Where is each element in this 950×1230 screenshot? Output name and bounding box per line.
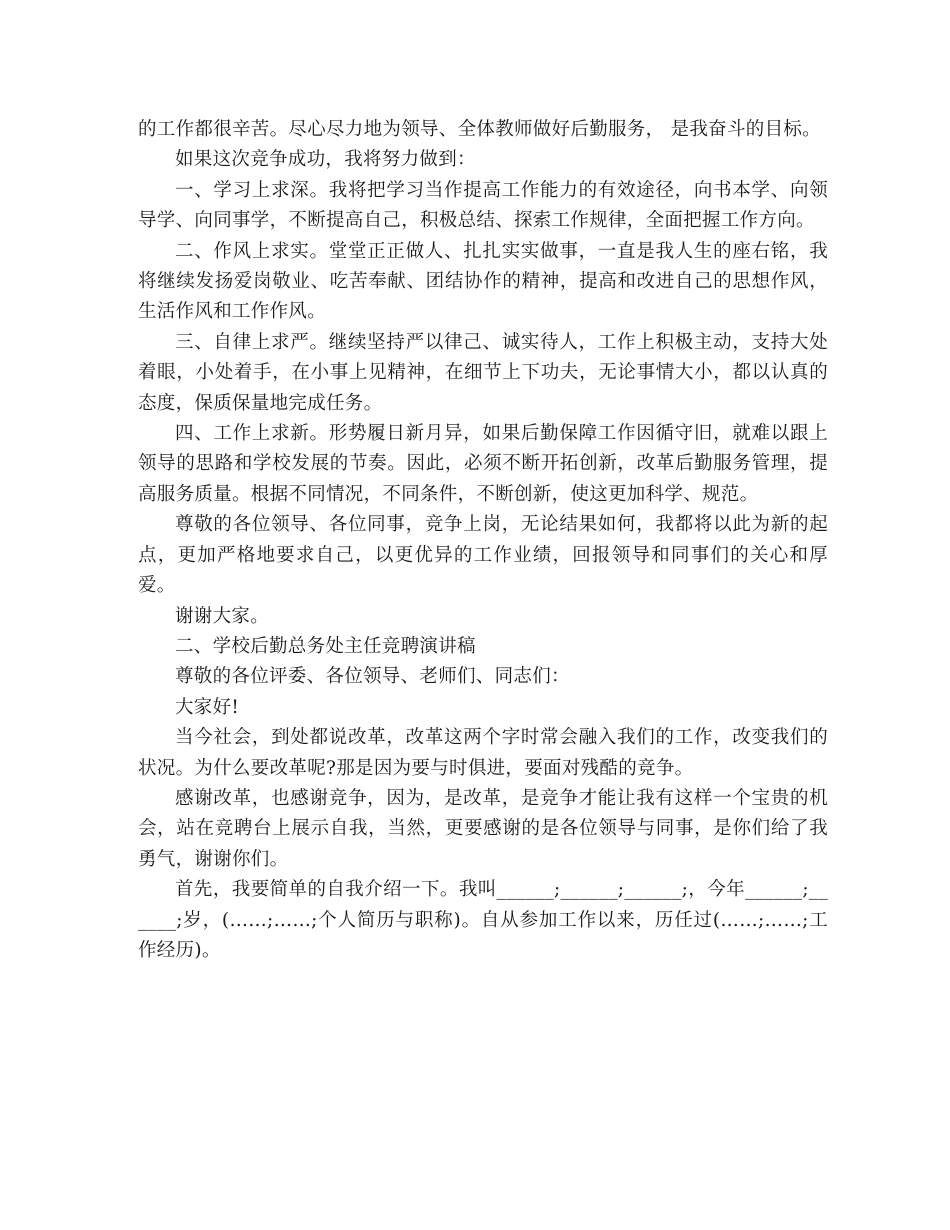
paragraph-thanks: 谢谢大家。 [175, 605, 270, 627]
paragraph-gratitude: 感谢改革，也感谢竞争，因为，是改革，是竞争才能让我有这样一个宝贵的机会，站在竞聘台上展示自我，当然，更要感谢的是各位领导与同事，是你们给了我勇气，谢谢你们。 [138, 787, 828, 870]
paragraph-greeting: 大家好! [175, 696, 240, 718]
paragraph-self-intro: 首先，我要简单的自我介绍一下。我叫______;______;______;，今年______;______;岁，(……;……;个人简历与职称)。自从参加工作以来，历任过(……;……;工作经历)。 [138, 879, 828, 961]
paragraph-if-success: 如果这次竞争成功，我将努力做到： [175, 149, 476, 171]
section-heading: 二、学校后勤总务处主任竞聘演讲稿 [175, 635, 476, 657]
paragraph-study: 一、学习上求深。我将把学习当作提高工作能力的有效途径，向书本学、向领导学、向同事学，不断提高自己，积极总结、探索工作规律，全面把握工作方向。 [138, 179, 828, 232]
paragraph-duty-goal: 的工作都很辛苦。尽心尽力地为领导、全体教师做好后勤服务， 是我奋斗的目标。 [138, 119, 821, 140]
paragraph-reform: 当今社会，到处都说改革，改革这两个字时常会融入我们的工作，改变我们的状况。为什么要改革呢?那是因为要与时俱进，要面对残酷的竞争。 [138, 727, 828, 779]
paragraph-style: 二、作风上求实。堂堂正正做人、扎扎实实做事，一直是我人生的座右铭，我将继续发扬爱岗敬业、吃苦奉献、团结协作的精神，提高和改进自己的思想作风，生活作风和工作作风。 [138, 240, 828, 323]
paragraph-innovation: 四、工作上求新。形势履日新月异，如果后勤保障工作因循守旧，就难以跟上领导的思路和学校发展的节奏。因此，必须不断开拓创新，改革后勤服务管理，提高服务质量。根据不同情况，不同条件，不断创新，使这更加科学、规范。 [138, 423, 828, 505]
document-body [138, 115, 828, 966]
paragraph-closing: 尊敬的各位领导、各位同事，竞争上岗，无论结果如何，我都将以此为新的起点，更加严格地要求自己，以更优异的工作业绩，回报领导和同事们的关心和厚爱。 [138, 514, 828, 597]
paragraph-salutation: 尊敬的各位评委、各位领导、老师们、同志们： [175, 666, 570, 688]
paragraph-discipline: 三、自律上求严。继续坚持严以律己、诚实待人，工作上积极主动，支持大处着眼，小处着手，在小事上见精神，在细节上下功夫，无论事情大小，都以认真的态度，保质保量地完成任务。 [138, 331, 828, 414]
